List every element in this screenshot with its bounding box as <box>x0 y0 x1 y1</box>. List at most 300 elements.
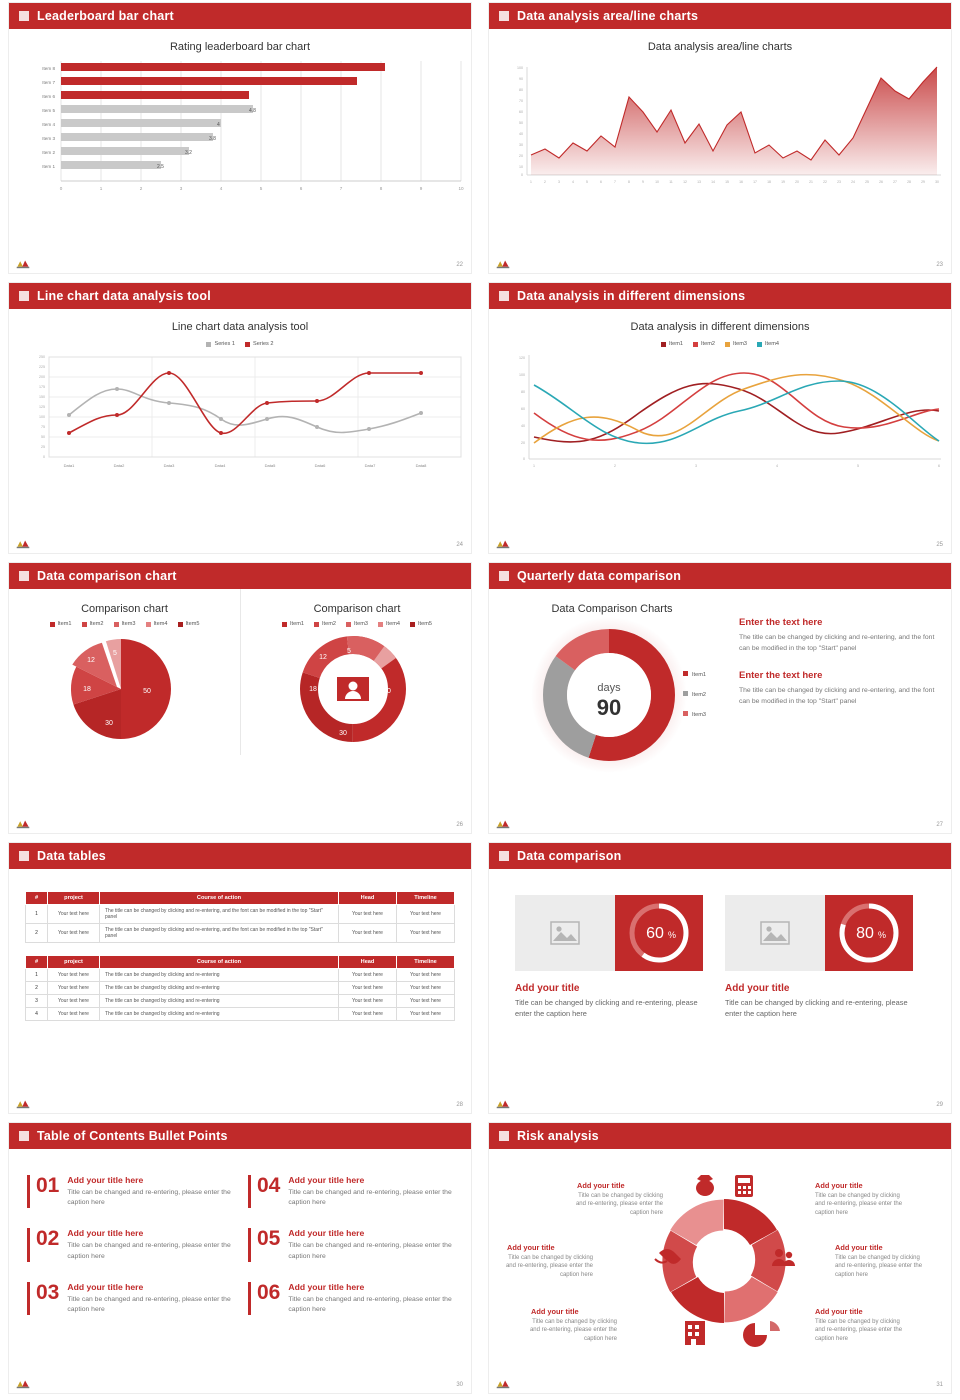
item-title: Add your title here <box>67 1228 144 1239</box>
slide-header <box>489 563 951 589</box>
svg-text:10: 10 <box>655 180 659 184</box>
table-row <box>26 995 455 1008</box>
svg-text:18: 18 <box>767 180 771 184</box>
slide-header <box>9 1123 471 1149</box>
cell-timeline: Your text here <box>397 982 455 995</box>
svg-text:4: 4 <box>217 122 220 128</box>
data-table-top <box>25 891 455 943</box>
legend-swatch <box>693 342 698 347</box>
svg-text:12: 12 <box>319 654 327 662</box>
svg-text:90: 90 <box>519 77 523 81</box>
legend-label: Item5 <box>418 621 432 627</box>
data-table-bottom <box>25 955 455 1021</box>
legend-swatch <box>725 342 730 347</box>
slide-canvas <box>489 1123 951 1393</box>
svg-text:30: 30 <box>935 180 939 184</box>
legend-item <box>245 341 274 347</box>
svg-text:25: 25 <box>865 180 869 184</box>
chart-title: Line chart data analysis tool <box>171 321 309 333</box>
cell-project: Your text here <box>48 995 100 1008</box>
slide-body <box>9 589 471 833</box>
page-number: 22 <box>456 262 463 268</box>
svg-text:20: 20 <box>795 180 799 184</box>
slide-body <box>489 869 951 1113</box>
cell-index: 3 <box>26 995 48 1008</box>
cell-project: Your text here <box>48 924 100 943</box>
svg-text:40: 40 <box>519 132 523 136</box>
slide-canvas <box>489 283 951 553</box>
slide-body <box>9 29 471 273</box>
cell-index: 2 <box>26 924 48 943</box>
legend-item <box>314 621 336 627</box>
bullet-square-icon <box>499 11 509 21</box>
money-bag-icon <box>696 1175 714 1196</box>
column-header-timeline: Timeline <box>397 892 455 905</box>
pie-chart <box>9 627 241 755</box>
slide-title: Data comparison chart <box>37 569 177 583</box>
svg-text:18: 18 <box>83 686 91 694</box>
slide-title: Data analysis in different dimensions <box>517 289 746 303</box>
slide-header <box>9 563 471 589</box>
list-item[interactable] <box>27 1282 232 1315</box>
svg-text:3: 3 <box>179 186 183 191</box>
legend-swatch <box>314 622 319 627</box>
cell-project: Your text here <box>48 905 100 924</box>
column-header-timeline: Timeline <box>397 956 455 969</box>
legend-swatch <box>410 622 415 627</box>
cell-course: The title can be changed by clicking and re-entering, and the font can be modified in the top "Start" panel <box>100 905 339 924</box>
page-number: 25 <box>936 542 943 548</box>
node-body: Title can be changed by clicking and re-entering, please enter the caption here <box>505 1255 593 1278</box>
svg-text:50: 50 <box>519 121 523 125</box>
legend-item <box>282 621 304 627</box>
svg-text:100: 100 <box>519 373 525 378</box>
svg-text:2: 2 <box>139 186 143 191</box>
item-body: Title can be changed and re-entering, please enter the caption here <box>67 1189 231 1207</box>
legend-item <box>206 341 235 347</box>
column-header-course: Course of action <box>100 892 339 905</box>
legend-swatch <box>50 622 55 627</box>
legend-label: Item3 <box>733 341 747 347</box>
percent-donut <box>835 899 903 967</box>
cell-project: Your text here <box>48 982 100 995</box>
column-header-project: project <box>48 956 100 969</box>
legend-swatch <box>245 342 250 347</box>
legend-item <box>693 341 715 347</box>
svg-text:3.8: 3.8 <box>209 136 216 142</box>
svg-text:250: 250 <box>39 355 45 360</box>
svg-text:2.5: 2.5 <box>157 164 164 170</box>
node-title: Add your title <box>835 1243 883 1252</box>
node-title: Add your title <box>815 1307 863 1316</box>
legend-label: Item1 <box>290 621 304 627</box>
svg-text:Data3: Data3 <box>163 463 175 469</box>
pinwheel-diagram <box>639 1171 809 1351</box>
svg-text:14: 14 <box>711 180 715 184</box>
slide-title: Risk analysis <box>517 1129 599 1143</box>
svg-text:Item1: Item1 <box>692 672 706 678</box>
slide-title: Quarterly data comparison <box>517 569 682 583</box>
svg-text:5: 5 <box>347 648 351 656</box>
brand-logo-icon <box>496 538 510 550</box>
svg-text:18: 18 <box>309 686 317 694</box>
list-item[interactable] <box>248 1228 453 1261</box>
bar-chart <box>9 53 473 213</box>
slide-title: Data comparison <box>517 849 622 863</box>
block-body: The title can be changed by clicking and re-entering, and the font can be modified in the top "Start" panel <box>739 687 935 705</box>
column-header-index: # <box>26 892 48 905</box>
column-header-index: # <box>26 956 48 969</box>
cell-timeline: Your text here <box>397 1008 455 1021</box>
svg-text:3: 3 <box>695 464 697 469</box>
slide-body <box>489 29 951 273</box>
percent-value: 80 <box>856 925 874 942</box>
brand-logo-icon <box>496 1378 510 1390</box>
brand-logo-icon <box>16 1098 30 1110</box>
line-chart <box>9 347 473 487</box>
legend-label: Item5 <box>185 621 200 627</box>
svg-text:0: 0 <box>43 455 45 460</box>
item-title: Add your title here <box>288 1175 365 1185</box>
slide-body <box>489 589 951 833</box>
svg-text:24: 24 <box>851 180 855 184</box>
column-header-head: Head <box>339 956 397 969</box>
svg-text:23: 23 <box>837 180 841 184</box>
svg-text:Item3: Item3 <box>692 712 706 718</box>
brand-logo-icon <box>496 818 510 830</box>
legend-label: Item3 <box>354 621 368 627</box>
svg-text:6: 6 <box>600 180 602 184</box>
legend-label: Item2 <box>89 621 104 627</box>
svg-text:days: days <box>597 682 621 694</box>
slide-header <box>489 283 951 309</box>
item-title: Add your title here <box>67 1281 144 1292</box>
svg-text:2: 2 <box>614 464 616 469</box>
cell-head: Your text here <box>339 924 397 943</box>
legend-label: Series 2 <box>253 341 274 347</box>
comparison-card[interactable] <box>515 895 703 1019</box>
card-body: Title can be changed by clicking and re-entering, please enter the caption here <box>725 998 908 1018</box>
svg-text:120: 120 <box>519 356 525 361</box>
percent-value: 60 <box>646 925 664 942</box>
card-title: Add your title <box>725 983 790 994</box>
column-header-project: project <box>48 892 100 905</box>
slide-data-tables[interactable] <box>0 840 480 1120</box>
slide-header <box>489 1123 951 1149</box>
svg-text:Item 1: Item 1 <box>42 164 55 169</box>
list-item[interactable] <box>248 1175 453 1208</box>
svg-text:75: 75 <box>41 425 45 430</box>
legend-item <box>146 621 168 627</box>
donut-chart <box>241 627 473 755</box>
slide-toc-bullets[interactable] <box>0 1120 480 1400</box>
card-visual-row <box>515 895 703 971</box>
svg-text:60: 60 <box>519 110 523 114</box>
slide-risk-analysis[interactable] <box>480 1120 960 1400</box>
calculator-icon <box>735 1175 753 1197</box>
svg-text:29: 29 <box>921 180 925 184</box>
svg-text:100: 100 <box>517 66 523 70</box>
list-item[interactable] <box>27 1175 232 1208</box>
item-title: Add your title here <box>67 1175 144 1185</box>
legend-label: Series 1 <box>214 341 235 347</box>
svg-text:225: 225 <box>39 365 45 370</box>
svg-text:50: 50 <box>383 688 391 696</box>
percent-ring <box>615 895 703 971</box>
cell-project: Your text here <box>48 969 100 982</box>
svg-text:Data5: Data5 <box>264 463 276 469</box>
svg-text:3.2: 3.2 <box>185 150 192 156</box>
page-number: 29 <box>936 1102 943 1108</box>
svg-text:Item 2: Item 2 <box>42 150 55 155</box>
svg-text:10: 10 <box>519 165 523 169</box>
slide-title: Data analysis area/line charts <box>517 9 699 23</box>
svg-text:4.8: 4.8 <box>249 108 256 114</box>
brand-logo-icon <box>16 538 30 550</box>
cell-course: The title can be changed by clicking and re-entering <box>100 1008 339 1021</box>
svg-text:Item 5: Item 5 <box>42 108 55 113</box>
image-placeholder <box>725 895 825 971</box>
svg-text:1: 1 <box>530 180 532 184</box>
item-number: 06 <box>248 1282 280 1315</box>
slide-data-comparison-percent[interactable] <box>480 840 960 1120</box>
svg-text:12: 12 <box>87 657 95 665</box>
block-body: The title can be changed by clicking and re-entering, and the font can be modified in the top "Start" panel <box>739 634 935 652</box>
legend-swatch <box>114 622 119 627</box>
svg-text:70: 70 <box>519 99 523 103</box>
svg-text:25: 25 <box>41 445 45 450</box>
toc-column-left <box>27 1175 232 1335</box>
svg-text:0: 0 <box>59 186 63 191</box>
user-avatar-icon <box>337 677 369 701</box>
legend-swatch <box>661 342 666 347</box>
legend-swatch <box>378 622 383 627</box>
svg-text:3: 3 <box>558 180 560 184</box>
legend-item <box>757 341 779 347</box>
legend-swatch <box>146 622 151 627</box>
slide-header <box>9 283 471 309</box>
svg-text:26: 26 <box>879 180 883 184</box>
pie-chart-icon <box>743 1321 780 1347</box>
svg-text:28: 28 <box>907 180 911 184</box>
item-title: Add your title here <box>288 1228 365 1239</box>
legend-item <box>725 341 747 347</box>
legend-label: Item4 <box>765 341 779 347</box>
slide-body <box>489 1149 951 1393</box>
svg-text:19: 19 <box>781 180 785 184</box>
item-title: Add your title here <box>288 1281 365 1292</box>
cell-project: Your text here <box>48 1008 100 1021</box>
svg-text:20: 20 <box>519 154 523 158</box>
svg-text:5: 5 <box>259 186 263 191</box>
legend-item <box>346 621 368 627</box>
legend-label: Item1 <box>669 341 683 347</box>
days-donut-chart <box>497 615 727 785</box>
svg-text:Data7: Data7 <box>364 463 376 469</box>
text-panel <box>739 617 939 723</box>
toc-grid <box>9 1149 471 1335</box>
item-number: 04 <box>248 1175 280 1208</box>
svg-text:1: 1 <box>99 186 103 191</box>
svg-text:12: 12 <box>683 180 687 184</box>
legend-swatch <box>206 342 211 347</box>
brand-logo-icon <box>16 818 30 830</box>
svg-text:40: 40 <box>521 424 525 429</box>
svg-text:13: 13 <box>697 180 701 184</box>
cell-head: Your text here <box>339 905 397 924</box>
svg-text:Item 3: Item 3 <box>42 136 55 141</box>
svg-text:150: 150 <box>39 395 45 400</box>
node-title: Add your title <box>507 1243 555 1252</box>
slide-canvas <box>9 1123 471 1393</box>
svg-text:60: 60 <box>521 407 525 412</box>
svg-text:50: 50 <box>143 688 151 696</box>
cell-index: 2 <box>26 982 48 995</box>
slide-quarterly-comparison[interactable] <box>480 560 960 840</box>
bullet-square-icon <box>499 291 509 301</box>
svg-text:6: 6 <box>299 186 303 191</box>
svg-text:5: 5 <box>586 180 588 184</box>
cell-timeline: Your text here <box>397 924 455 943</box>
page-number: 28 <box>456 1102 463 1108</box>
area-chart <box>489 53 953 213</box>
svg-text:21: 21 <box>809 180 813 184</box>
cell-course: The title can be changed by clicking and re-entering <box>100 969 339 982</box>
slide-data-comparison-chart[interactable] <box>0 560 480 840</box>
page-number: 23 <box>936 262 943 268</box>
svg-text:9: 9 <box>642 180 644 184</box>
slide-body <box>9 1149 471 1393</box>
node-body: Title can be changed by clicking and re-entering, please enter the caption here <box>815 1319 903 1342</box>
table-header-row <box>26 892 455 905</box>
slide-body <box>9 869 471 1113</box>
svg-text:6: 6 <box>938 464 940 469</box>
block-title: Enter the text here <box>739 617 823 628</box>
svg-text:5: 5 <box>857 464 859 469</box>
cell-head: Your text here <box>339 969 397 982</box>
cell-course: The title can be changed by clicking and re-entering <box>100 995 339 1008</box>
slide-canvas <box>9 563 471 833</box>
cell-timeline: Your text here <box>397 969 455 982</box>
svg-text:7: 7 <box>614 180 616 184</box>
block-title: Enter the text here <box>739 670 823 682</box>
multi-line-chart <box>489 347 953 487</box>
column-header-head: Head <box>339 892 397 905</box>
item-body: Title can be changed and re-entering, please enter the caption here <box>288 1189 452 1207</box>
cell-head: Your text here <box>339 995 397 1008</box>
svg-text:5: 5 <box>113 650 117 658</box>
legend-item <box>82 621 104 627</box>
item-number: 01 <box>27 1175 59 1208</box>
chart-title: Rating leaderboard bar chart <box>169 41 311 53</box>
svg-text:0: 0 <box>521 173 523 177</box>
legend-item <box>178 621 200 627</box>
slide-body <box>489 309 951 553</box>
chart-title: Data analysis in different dimensions <box>630 321 810 333</box>
bullet-square-icon <box>19 11 29 21</box>
card-body: Title can be changed by clicking and re-entering, please enter the caption here <box>515 998 698 1018</box>
legend-swatch <box>757 342 762 347</box>
slide-area-line-charts[interactable] <box>480 0 960 280</box>
svg-text:80: 80 <box>521 390 525 395</box>
slide-canvas <box>9 283 471 553</box>
bullet-square-icon <box>19 851 29 861</box>
node-body: Title can be changed by clicking and re-entering, please enter the caption here <box>815 1193 903 1216</box>
comparison-card[interactable] <box>725 895 913 1019</box>
slide-title: Leaderboard bar chart <box>37 9 174 23</box>
legend-label: Item2 <box>701 341 715 347</box>
slide-different-dimensions[interactable] <box>480 280 960 560</box>
svg-text:9: 9 <box>419 186 423 191</box>
table-row <box>26 1008 455 1021</box>
svg-text:17: 17 <box>753 180 757 184</box>
image-icon <box>550 921 580 945</box>
svg-text:Item 7: Item 7 <box>42 80 55 85</box>
svg-text:Data1: Data1 <box>63 463 75 469</box>
legend-item <box>378 621 400 627</box>
cell-index: 1 <box>26 969 48 982</box>
percent-unit: % <box>877 930 887 940</box>
svg-text:Item 8: Item 8 <box>42 66 55 71</box>
building-icon <box>685 1321 705 1345</box>
legend-label: Item1 <box>57 621 72 627</box>
slide-canvas <box>489 3 951 273</box>
bullet-square-icon <box>499 571 509 581</box>
svg-text:8: 8 <box>628 180 630 184</box>
legend-item <box>50 621 72 627</box>
slide-title: Line chart data analysis tool <box>37 289 211 303</box>
page-number: 24 <box>456 542 463 548</box>
svg-text:15: 15 <box>725 180 729 184</box>
svg-text:Item 6: Item 6 <box>42 94 55 99</box>
slide-leaderboard-bar-chart[interactable] <box>0 0 480 280</box>
legend-swatch <box>82 622 87 627</box>
item-body: Title can be changed and re-entering, please enter the caption here <box>67 1242 231 1260</box>
card-visual-row <box>725 895 913 971</box>
legend-swatch <box>346 622 351 627</box>
bullet-square-icon <box>499 851 509 861</box>
svg-text:27: 27 <box>893 180 897 184</box>
slide-line-chart-tool[interactable] <box>0 280 480 560</box>
pie-chart-title: Comparison chart <box>81 603 168 615</box>
page-number: 30 <box>456 1382 463 1388</box>
brand-logo-icon <box>496 1098 510 1110</box>
cell-course: The title can be changed by clicking and re-entering, and the font can be modified in the top "Start" panel <box>100 924 339 943</box>
item-number: 03 <box>27 1282 59 1315</box>
card-title: Add your title <box>515 983 580 994</box>
svg-text:Data2: Data2 <box>113 463 125 469</box>
svg-text:4: 4 <box>776 464 778 469</box>
cell-course: The title can be changed by clicking and re-entering <box>100 982 339 995</box>
toc-column-right <box>248 1175 453 1335</box>
node-body: Title can be changed by clicking and re-entering, please enter the caption here <box>835 1255 923 1278</box>
percent-donut <box>625 899 693 967</box>
comparison-cards <box>489 869 951 1019</box>
list-item[interactable] <box>248 1282 453 1315</box>
node-body: Title can be changed by clicking and re-entering, please enter the caption here <box>575 1193 663 1216</box>
svg-text:90: 90 <box>596 695 622 720</box>
bullet-square-icon <box>19 571 29 581</box>
table-row <box>26 982 455 995</box>
svg-text:Item 4: Item 4 <box>42 122 55 127</box>
bullet-square-icon <box>499 1131 509 1141</box>
legend-item <box>410 621 432 627</box>
legend-label: Item4 <box>386 621 400 627</box>
list-item[interactable] <box>27 1228 232 1261</box>
legend-label: Item3 <box>121 621 136 627</box>
svg-text:125: 125 <box>39 405 45 410</box>
svg-text:0: 0 <box>523 457 525 462</box>
